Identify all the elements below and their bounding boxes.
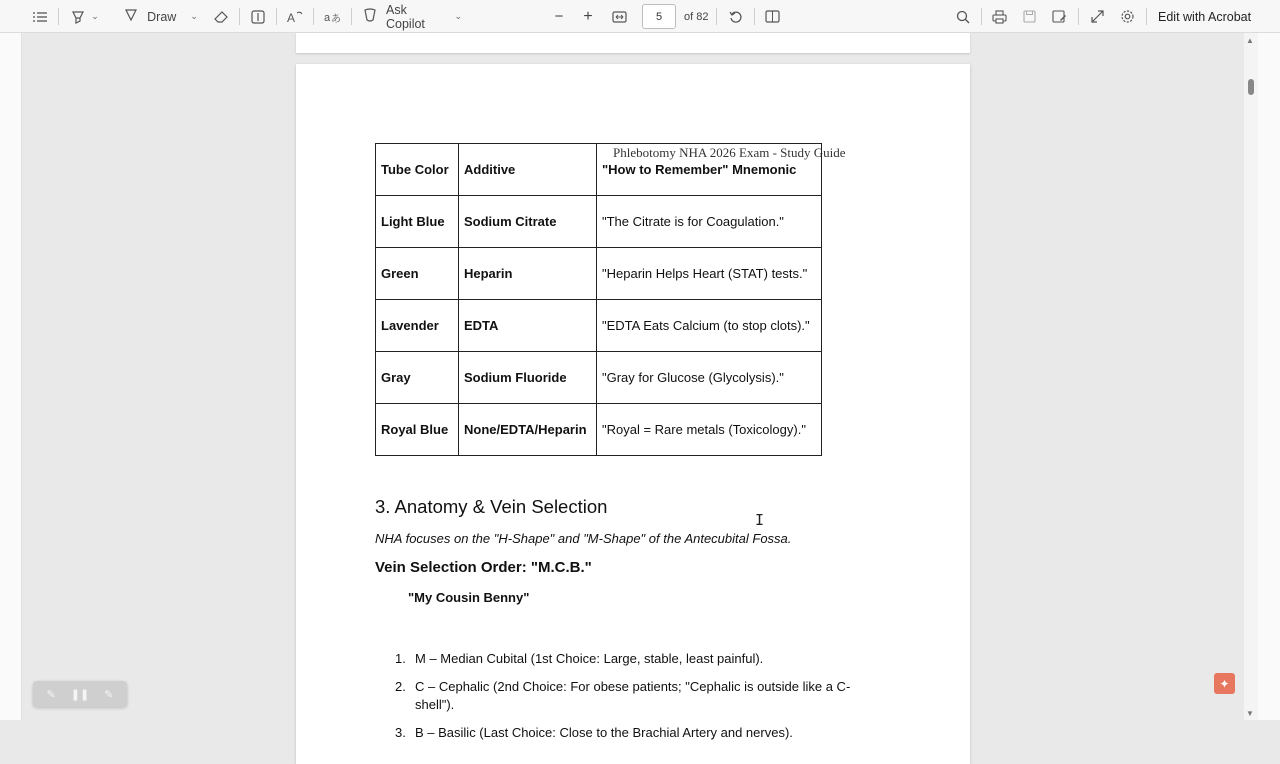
scrollbar-thumb[interactable] <box>1248 79 1254 95</box>
additive-cell: Sodium Citrate <box>459 196 597 248</box>
additive-cell: None/EDTA/Heparin <box>459 404 597 456</box>
table-row <box>376 196 822 248</box>
text-box-icon[interactable] <box>249 0 267 33</box>
acrobat-icon[interactable]: ✦ <box>1214 673 1235 694</box>
mnemonic-phrase: "My Cousin Benny" <box>408 590 530 605</box>
fullscreen-icon[interactable] <box>1088 0 1106 33</box>
rotate-icon[interactable] <box>727 0 745 33</box>
page-number: 5 <box>655 10 663 23</box>
list-number: 2. <box>395 679 406 694</box>
page-view-icon[interactable] <box>763 0 781 33</box>
svg-text:あ: あ <box>331 13 341 25</box>
translate-icon[interactable] <box>323 0 341 33</box>
mnemonic-cell: "Heparin Helps Heart (STAT) tests." <box>597 248 822 300</box>
pdf-page <box>296 64 970 764</box>
table-row <box>376 352 822 404</box>
additive-cell: Sodium Fluoride <box>459 352 597 404</box>
section-title: 3. Anatomy & Vein Selection <box>375 496 608 517</box>
table-row <box>376 248 822 300</box>
chevron-down-icon: ⌄ <box>91 11 99 21</box>
fit-width-icon[interactable] <box>610 0 628 33</box>
search-icon[interactable] <box>954 0 972 33</box>
left-margin <box>0 33 22 720</box>
edit-with-acrobat-button[interactable]: Edit with Acrobat <box>1158 9 1252 24</box>
highlighter-icon <box>71 10 85 24</box>
tube-color-cell: Lavender <box>376 300 459 352</box>
table-header-cell: Tube Color <box>376 144 459 196</box>
zoom-out-icon[interactable]: − <box>554 8 564 25</box>
mnemonic-cell: "Royal = Rare metals (Toxicology)." <box>597 404 822 456</box>
tube-color-table <box>375 143 822 456</box>
edit-icon[interactable]: ✎ <box>46 688 56 701</box>
ask-copilot-label: Ask Copilot <box>386 2 425 31</box>
settings-icon[interactable] <box>1118 0 1136 33</box>
draw-icon <box>124 8 138 25</box>
svg-text:A: A <box>287 10 296 25</box>
scroll-up-icon[interactable]: ▲ <box>1246 36 1254 45</box>
subheading: Vein Selection Order: "M.C.B." <box>375 559 592 576</box>
text-cursor-icon: I <box>755 511 765 529</box>
mnemonic-cell: "EDTA Eats Calcium (to stop clots)." <box>597 300 822 352</box>
list-icon[interactable] <box>31 0 49 33</box>
right-margin <box>1258 33 1280 720</box>
tube-color-cell: Light Blue <box>376 196 459 248</box>
copilot-icon <box>362 8 378 25</box>
print-icon[interactable] <box>990 0 1008 33</box>
vertical-scrollbar[interactable] <box>1244 33 1258 720</box>
chevron-down-icon: ⌄ <box>190 11 198 21</box>
table-header-cell: Additive <box>459 144 597 196</box>
save-icon[interactable] <box>1020 0 1038 33</box>
tube-color-cell: Green <box>376 248 459 300</box>
running-header: Phlebotomy NHA 2026 Exam - Study Guide <box>613 145 846 160</box>
list-number: 1. <box>395 651 406 666</box>
annotate-icon[interactable]: ✎ <box>104 688 114 701</box>
mnemonic-cell: "The Citrate is for Coagulation." <box>597 196 822 248</box>
table-header-row <box>376 144 822 196</box>
tube-color-cell: Royal Blue <box>376 404 459 456</box>
page-count: of 82 <box>684 10 709 23</box>
additive-cell: Heparin <box>459 248 597 300</box>
list-text: B – Basilic (Last Choice: Close to the Brachial Artery and nerves). <box>415 725 793 740</box>
zoom-in-icon[interactable]: + <box>583 7 593 25</box>
mnemonic-cell: "Gray for Glucose (Glycolysis)." <box>597 352 822 404</box>
table-row <box>376 404 822 456</box>
additive-cell: EDTA <box>459 300 597 352</box>
svg-text:a: a <box>324 11 331 24</box>
tube-color-cell: Gray <box>376 352 459 404</box>
pdf-toolbar <box>0 0 1280 33</box>
page-number-input[interactable] <box>642 4 676 29</box>
previous-page <box>296 33 970 53</box>
list-text: M – Median Cubital (1st Choice: Large, stable, least painful). <box>415 651 764 666</box>
section-intro: NHA focuses on the "H-Shape" and "M-Shape" of the Antecubital Fossa. <box>375 531 792 546</box>
table-header-cell: "How to Remember" Mnemonic <box>597 144 822 196</box>
pause-icon[interactable]: ❚❚ <box>70 688 90 701</box>
draw-button[interactable] <box>123 0 199 33</box>
scroll-down-icon[interactable]: ▼ <box>1246 709 1254 718</box>
eraser-icon[interactable] <box>212 0 230 33</box>
ask-copilot-button[interactable] <box>362 0 462 33</box>
draw-label: Draw <box>147 9 177 24</box>
list-text: C – Cephalic (2nd Choice: For obese patients; "Cephalic is outside like a C-shell"). <box>415 679 851 712</box>
table-row <box>376 300 822 352</box>
list-number: 3. <box>395 725 406 740</box>
save-as-icon[interactable] <box>1050 0 1068 33</box>
document-viewport[interactable] <box>22 33 1244 740</box>
chevron-down-icon: ⌄ <box>454 11 462 21</box>
highlighter-button[interactable] <box>66 0 104 33</box>
read-aloud-icon[interactable] <box>286 0 304 33</box>
floating-mini-toolbar <box>33 681 127 707</box>
